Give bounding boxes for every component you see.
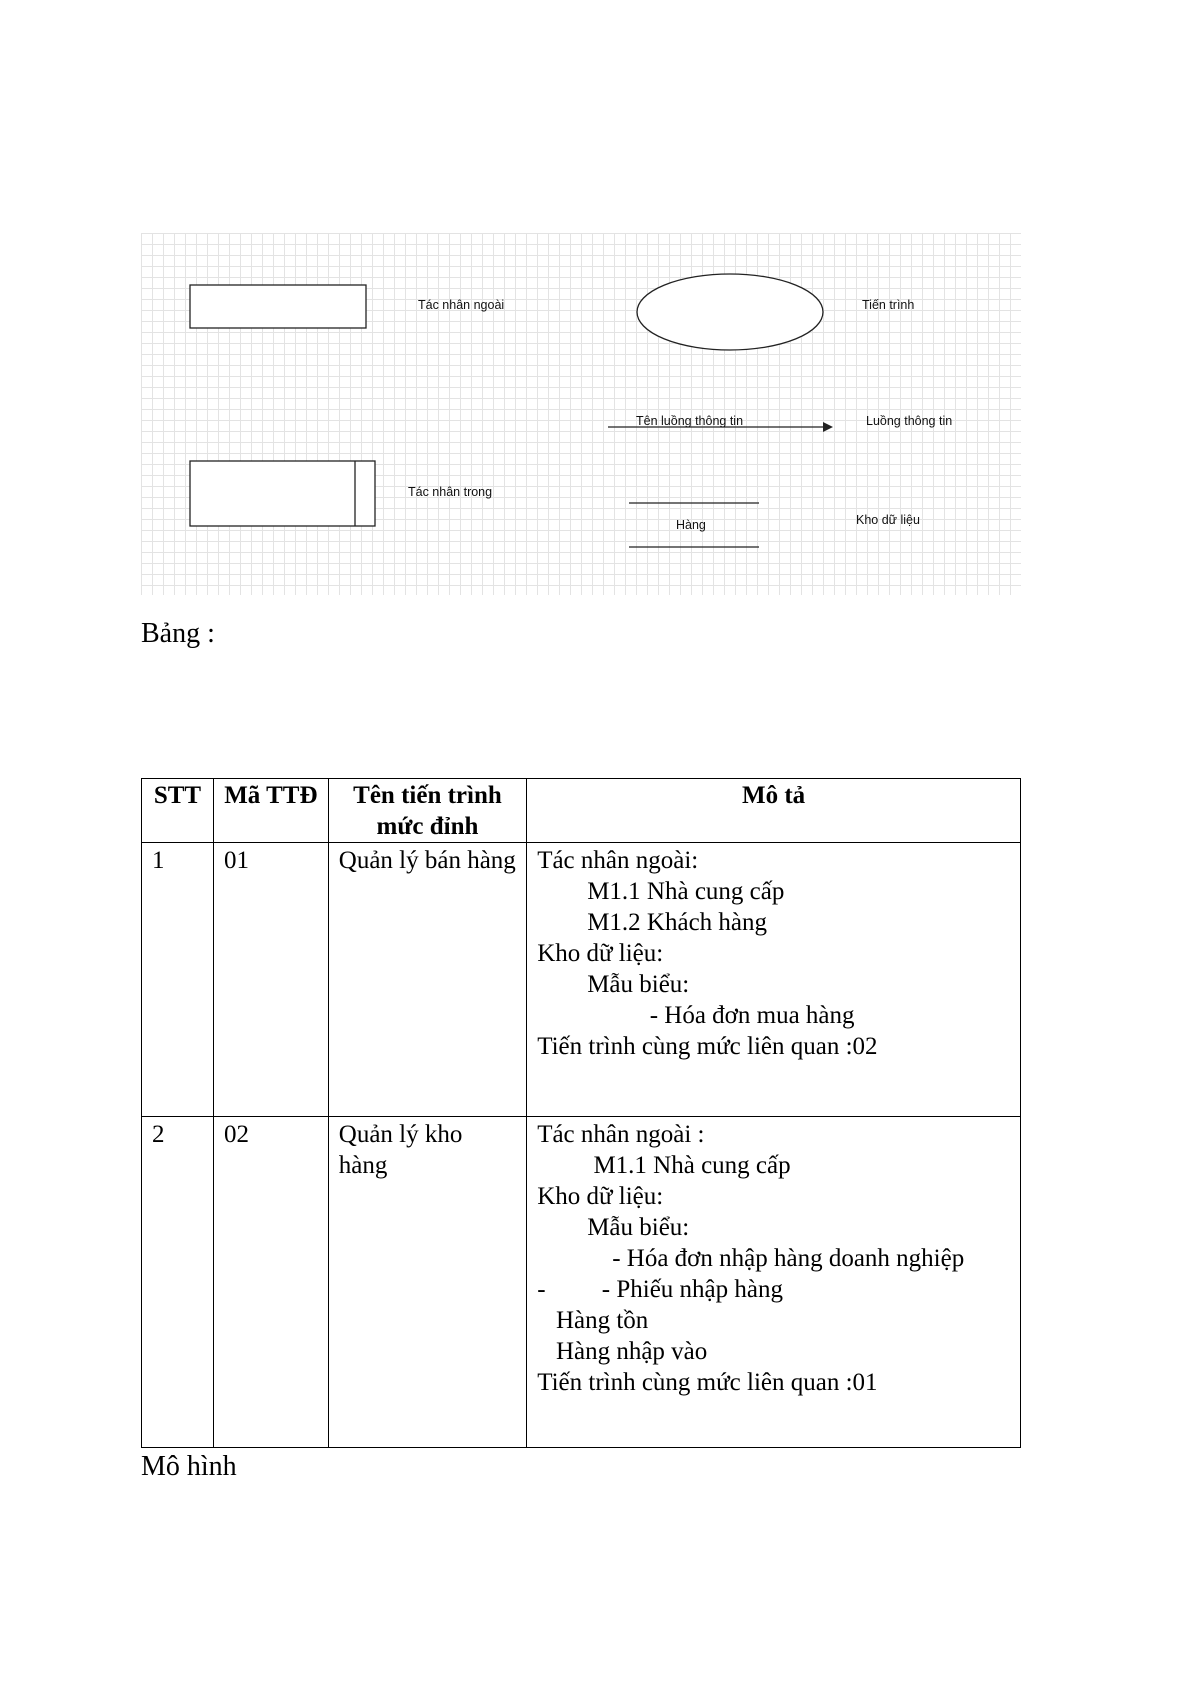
description-line: Tiến trình cùng mức liên quan :01: [537, 1369, 878, 1396]
row-stt: 2: [142, 1117, 214, 1448]
internal-agent-label: Tác nhân trong: [408, 485, 493, 499]
description-line: Tác nhân ngoài :: [537, 1121, 705, 1148]
external-agent-shape: [190, 285, 366, 328]
dfd-legend: [141, 233, 1021, 595]
description-line: Hàng nhập vào: [537, 1338, 708, 1365]
row-code: 01: [213, 843, 328, 1117]
table-heading: Bảng :: [141, 618, 215, 649]
row-name: Quản lý kho hàng: [328, 1117, 526, 1448]
description-line: Kho dữ liệu:: [537, 940, 664, 967]
table-header-row: [142, 779, 1021, 843]
flow-arrowhead: [823, 422, 833, 432]
header-name: Tên tiến trình mức đỉnh: [328, 779, 526, 843]
row-description: [527, 843, 1021, 1117]
process-shape: [637, 274, 823, 350]
row-description: [527, 1117, 1021, 1448]
data-store-label: Kho dữ liệu: [856, 513, 920, 527]
process-label: Tiến trình: [862, 298, 915, 312]
table-row: [142, 1117, 1021, 1448]
flow-label: Luồng thông tin: [866, 414, 953, 428]
model-heading: Mô hình: [141, 1451, 237, 1482]
row-name: Quản lý bán hàng: [328, 843, 526, 1117]
description-line: - Hóa đơn nhập hàng doanh nghiệp: [537, 1245, 965, 1272]
description-line: Hàng tồn: [537, 1307, 649, 1334]
description-line: Tiến trình cùng mức liên quan :02: [537, 1033, 878, 1060]
flow-name-label: Tên luồng thông tin: [636, 414, 744, 428]
header-stt: STT: [142, 779, 214, 843]
external-agent-label: Tác nhân ngoài: [418, 298, 505, 312]
data-store-name-label: Hàng: [676, 518, 706, 532]
internal-agent-shape: [190, 461, 375, 526]
description-line: M1.1 Nhà cung cấp: [537, 1152, 791, 1179]
table-row: [142, 843, 1021, 1117]
description-line: Mẫu biểu:: [537, 1214, 690, 1241]
description-line: Tác nhân ngoài:: [537, 847, 699, 874]
description-line: M1.1 Nhà cung cấp: [537, 878, 785, 905]
description-line: - Hóa đơn mua hàng: [537, 1002, 855, 1029]
header-description: Mô tả: [527, 779, 1021, 843]
row-code: 02: [213, 1117, 328, 1448]
description-line: Kho dữ liệu:: [537, 1183, 664, 1210]
description-line: Mẫu biểu:: [537, 971, 690, 998]
row-stt: 1: [142, 843, 214, 1117]
header-code: Mã TTĐ: [213, 779, 328, 843]
process-table: [141, 778, 1021, 1448]
description-line: - - Phiếu nhập hàng: [537, 1276, 783, 1303]
description-line: M1.2 Khách hàng: [537, 909, 768, 936]
